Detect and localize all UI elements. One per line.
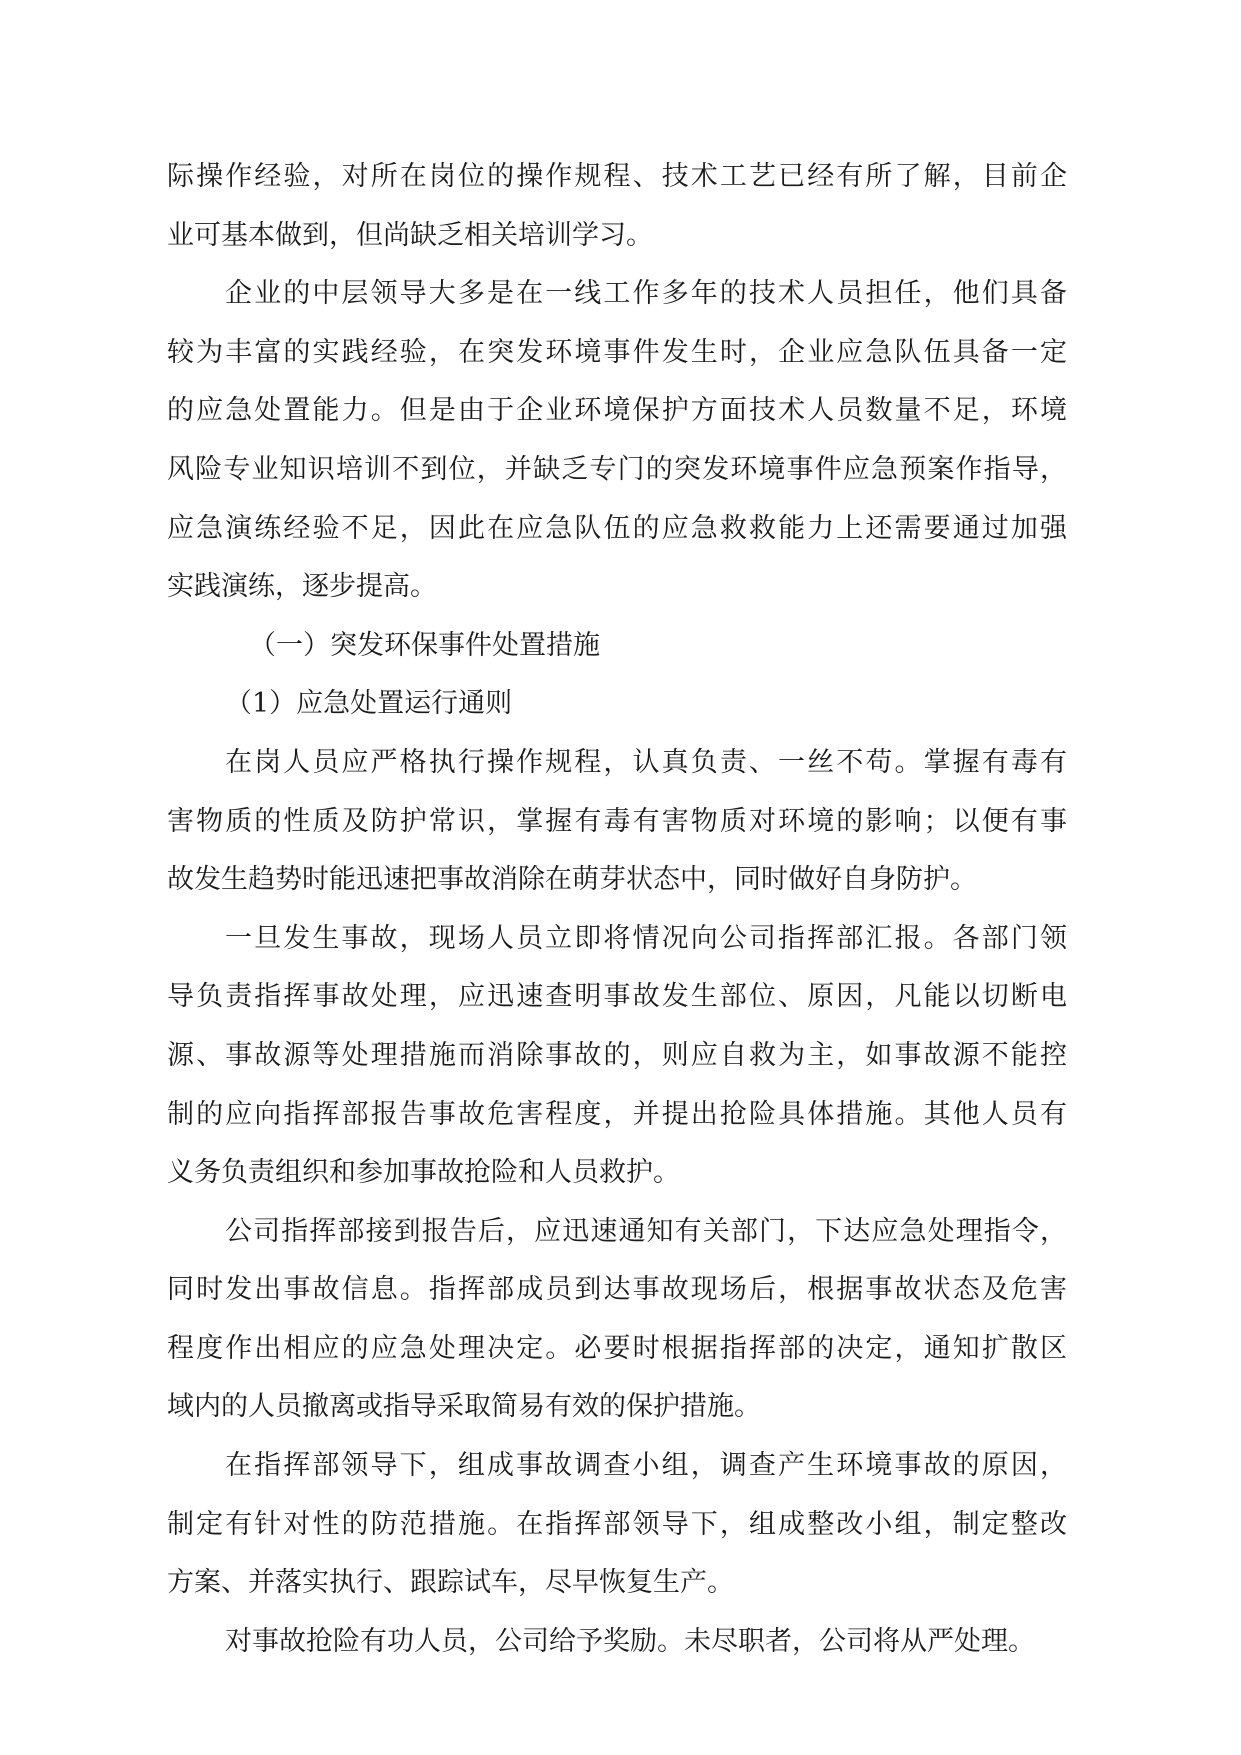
text-line: 害物质的性质及防护常识，掌握有毒有害物质对环境的影响；以便有事 <box>167 805 1067 837</box>
text-line: 对事故抢险有功人员，公司给予奖励。未尽职者，公司将从严处理。 <box>225 1625 1035 1657</box>
subsection-heading: （1）应急处置运行通则 <box>225 688 513 720</box>
text-line: 际操作经验，对所在岗位的操作规程、技术工艺已经有所了解，目前企 <box>167 161 1067 192</box>
document-page <box>167 148 1067 1671</box>
text-line: 故发生趋势时能迅速把事故消除在萌芽状态中，同时做好自身防护。 <box>167 864 977 896</box>
paragraph <box>167 1437 1067 1613</box>
text-line: 源、事故源等处理措施而消除事故的，则应自救为主，如事故源不能控 <box>167 1039 1067 1071</box>
text-line: 方案、并落实执行、跟踪试车，尽早恢复生产。 <box>167 1567 734 1599</box>
paragraph <box>167 1613 1067 1672</box>
text-line: 较为丰富的实践经验，在突发环境事件发生时，企业应急队伍具备一定 <box>167 336 1067 368</box>
text-line: 在岗人员应严格执行操作规程，认真负责、一丝不苟。掌握有毒有 <box>225 746 1067 778</box>
text-line: 应急演练经验不足，因此在应急队伍的应急救救能力上还需要通过加强 <box>167 512 1067 544</box>
text-line: 风险专业知识培训不到位，并缺乏专门的突发环境事件应急预案作指导， <box>167 453 1067 485</box>
text-line: 域内的人员撤离或指导采取简易有效的保护措施。 <box>167 1391 761 1423</box>
paragraph <box>167 1203 1067 1437</box>
text-line: 程度作出相应的应急处理决定。必要时根据指挥部的决定，通知扩散区 <box>167 1332 1067 1364</box>
paragraph <box>167 148 1067 265</box>
text-line: 实践演练，逐步提高。 <box>167 571 437 603</box>
paragraph <box>167 734 1067 910</box>
text-line: 公司指挥部接到报告后，应迅速通知有关部门，下达应急处理指令， <box>225 1215 1067 1247</box>
paragraph <box>167 910 1067 1203</box>
text-line: 一旦发生事故，现场人员立即将情况向公司指挥部汇报。各部门领 <box>225 922 1067 954</box>
text-line: 制的应向指挥部报告事故危害程度，并提出抢险具体措施。其他人员有 <box>167 1098 1067 1130</box>
text-line: 业可基本做到，但尚缺乏相关培训学习。 <box>167 219 653 251</box>
paragraph <box>167 265 1067 617</box>
text-line: 同时发出事故信息。指挥部成员到达事故现场后，根据事故状态及危害 <box>167 1274 1067 1306</box>
text-line: 企业的中层领导大多是在一线工作多年的技术人员担任，他们具备 <box>225 278 1067 310</box>
section-heading: （一）突发环保事件处置措施 <box>249 629 600 661</box>
text-line: 的应急处置能力。但是由于企业环境保护方面技术人员数量不足，环境 <box>167 395 1067 427</box>
text-line: 在指挥部领导下，组成事故调查小组，调查产生环境事故的原因， <box>225 1450 1067 1482</box>
text-line: 导负责指挥事故处理，应迅速查明事故发生部位、原因，凡能以切断电 <box>167 981 1067 1013</box>
text-line: 制定有针对性的防范措施。在指挥部领导下，组成整改小组，制定整改 <box>167 1508 1067 1540</box>
text-line: 义务负责组织和参加事故抢险和人员救护。 <box>167 1157 680 1189</box>
